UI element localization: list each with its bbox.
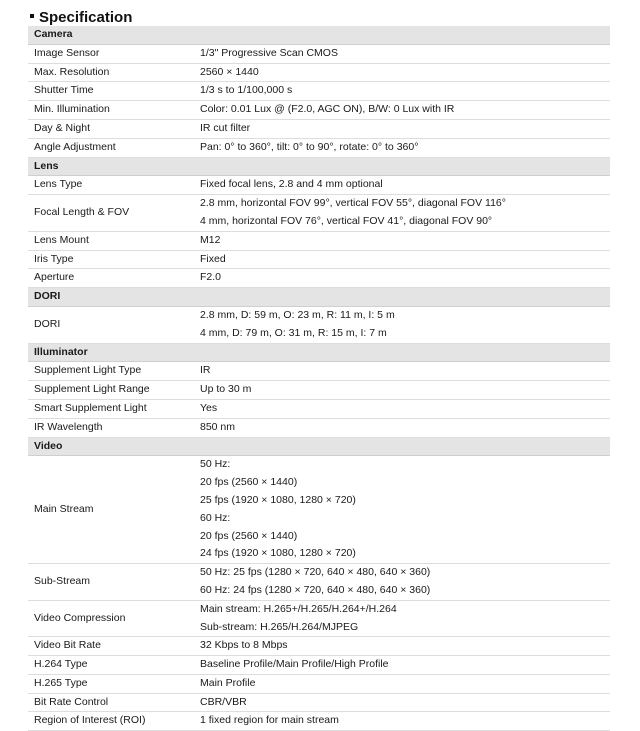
spec-value-line: 20 fps (2560 × 1440) — [200, 476, 298, 489]
spec-value — [194, 101, 610, 120]
spec-value-line: Yes — [200, 401, 218, 414]
spec-label: Min. Illumination — [28, 101, 194, 120]
section-title: Lens — [28, 157, 610, 176]
spec-label: Image Sensor — [28, 44, 194, 63]
spec-value-line: Sub-stream: H.265/H.264/MJPEG — [200, 620, 359, 633]
spec-label: Iris Type — [28, 250, 194, 269]
spec-value — [194, 44, 610, 63]
spec-value-line: F2.0 — [200, 271, 222, 284]
spec-value — [194, 399, 610, 418]
spec-value-line: 2.8 mm, D: 59 m, O: 23 m, R: 11 m, I: 5 m — [200, 308, 395, 321]
spec-value-line: 2560 × 1440 — [200, 65, 259, 78]
spec-value — [194, 362, 610, 381]
spec-value — [194, 712, 610, 731]
section-header — [28, 157, 610, 176]
table-row — [28, 399, 610, 418]
page-title-text: Specification — [39, 8, 133, 26]
spec-value-line: M12 — [200, 233, 221, 246]
spec-value-line: 32 Kbps to 8 Mbps — [200, 639, 288, 652]
spec-value — [194, 674, 610, 693]
section-title: Video — [28, 437, 610, 456]
table-row — [28, 250, 610, 269]
table-row — [28, 456, 610, 564]
spec-label: Focal Length & FOV — [28, 195, 194, 232]
bullet-icon — [30, 14, 34, 18]
section-title: Illuminator — [28, 343, 610, 362]
section-title: DORI — [28, 288, 610, 307]
table-row — [28, 82, 610, 101]
spec-value — [194, 418, 610, 437]
spec-label: Main Stream — [28, 456, 194, 564]
table-row — [28, 231, 610, 250]
spec-value-line: 20 fps (2560 × 1440) — [200, 529, 298, 542]
table-row — [28, 418, 610, 437]
spec-value-line: 60 Hz: 24 fps (1280 × 720, 640 × 480, 640 × 360) — [200, 583, 431, 596]
spec-value — [194, 82, 610, 101]
section-header — [28, 343, 610, 362]
spec-label: H.264 Type — [28, 656, 194, 675]
table-row — [28, 564, 610, 601]
table-row — [28, 656, 610, 675]
spec-value-line: 1/3" Progressive Scan CMOS — [200, 46, 338, 59]
spec-value — [194, 231, 610, 250]
spec-label: Video Compression — [28, 600, 194, 637]
spec-value-line: 4 mm, horizontal FOV 76°, vertical FOV 41°, diagonal FOV 90° — [200, 214, 493, 227]
spec-label: Video Bit Rate — [28, 637, 194, 656]
spec-value — [194, 119, 610, 138]
spec-value — [194, 63, 610, 82]
spec-value-line: Color: 0.01 Lux @ (F2.0, AGC ON), B/W: 0 Lux with IR — [200, 103, 455, 116]
table-row — [28, 674, 610, 693]
page-title — [30, 7, 132, 27]
section-title: Camera — [28, 26, 610, 44]
spec-value-line: 50 Hz: 25 fps (1280 × 720, 640 × 480, 640 × 360) — [200, 566, 431, 579]
spec-label: Region of Interest (ROI) — [28, 712, 194, 731]
spec-value-line: IR — [200, 364, 211, 377]
spec-value — [194, 176, 610, 195]
spec-label: Bit Rate Control — [28, 693, 194, 712]
spec-label: Lens Mount — [28, 231, 194, 250]
spec-value — [194, 250, 610, 269]
spec-label: Aperture — [28, 269, 194, 288]
table-row — [28, 101, 610, 120]
spec-value — [194, 195, 610, 232]
spec-value — [194, 656, 610, 675]
table-row — [28, 637, 610, 656]
spec-value — [194, 564, 610, 601]
spec-label: Sub-Stream — [28, 564, 194, 601]
spec-label: IR Wavelength — [28, 418, 194, 437]
spec-value-line: Main stream: H.265+/H.265/H.264+/H.264 — [200, 602, 397, 615]
table-row — [28, 63, 610, 82]
spec-value — [194, 381, 610, 400]
table-row — [28, 306, 610, 343]
spec-label: Max. Resolution — [28, 63, 194, 82]
table-row — [28, 176, 610, 195]
spec-label: DORI — [28, 306, 194, 343]
spec-value — [194, 693, 610, 712]
spec-value — [194, 138, 610, 157]
table-row — [28, 362, 610, 381]
table-row — [28, 269, 610, 288]
spec-value — [194, 456, 610, 564]
specification-table-body — [28, 26, 610, 731]
table-row — [28, 119, 610, 138]
spec-value-line: 24 fps (1920 × 1080, 1280 × 720) — [200, 547, 356, 560]
spec-value-line: Up to 30 m — [200, 383, 252, 396]
spec-label: Angle Adjustment — [28, 138, 194, 157]
section-header — [28, 437, 610, 456]
table-row — [28, 138, 610, 157]
spec-label: Supplement Light Type — [28, 362, 194, 381]
spec-value-line: 4 mm, D: 79 m, O: 31 m, R: 15 m, I: 7 m — [200, 326, 387, 339]
spec-value-line: 50 Hz: — [200, 458, 231, 471]
spec-value — [194, 269, 610, 288]
spec-value — [194, 306, 610, 343]
spec-label: Shutter Time — [28, 82, 194, 101]
table-row — [28, 381, 610, 400]
spec-value-line: Main Profile — [200, 676, 256, 689]
spec-value-line: IR cut filter — [200, 121, 251, 134]
spec-value-line: Pan: 0° to 360°, tilt: 0° to 90°, rotate: 0° to 360° — [200, 140, 419, 153]
spec-value — [194, 637, 610, 656]
spec-label: Supplement Light Range — [28, 381, 194, 400]
table-row — [28, 693, 610, 712]
spec-value-line: 25 fps (1920 × 1080, 1280 × 720) — [200, 493, 356, 506]
specification-table — [28, 26, 610, 731]
spec-value-line: 60 Hz: — [200, 511, 231, 524]
table-row — [28, 712, 610, 731]
spec-label: H.265 Type — [28, 674, 194, 693]
spec-value-line: Fixed focal lens, 2.8 and 4 mm optional — [200, 178, 383, 191]
spec-value-line: Baseline Profile/Main Profile/High Profile — [200, 658, 389, 671]
spec-value-line: CBR/VBR — [200, 695, 247, 708]
table-row — [28, 44, 610, 63]
spec-value-line: 2.8 mm, horizontal FOV 99°, vertical FOV 55°, diagonal FOV 116° — [200, 197, 506, 210]
section-header — [28, 288, 610, 307]
table-row — [28, 600, 610, 637]
table-row — [28, 195, 610, 232]
spec-label: Day & Night — [28, 119, 194, 138]
spec-value-line: 1/3 s to 1/100,000 s — [200, 84, 293, 97]
spec-label: Lens Type — [28, 176, 194, 195]
spec-value — [194, 600, 610, 637]
section-header — [28, 26, 610, 44]
spec-label: Smart Supplement Light — [28, 399, 194, 418]
spec-value-line: Fixed — [200, 252, 226, 265]
spec-value-line: 1 fixed region for main stream — [200, 714, 339, 727]
spec-value-line: 850 nm — [200, 420, 236, 433]
